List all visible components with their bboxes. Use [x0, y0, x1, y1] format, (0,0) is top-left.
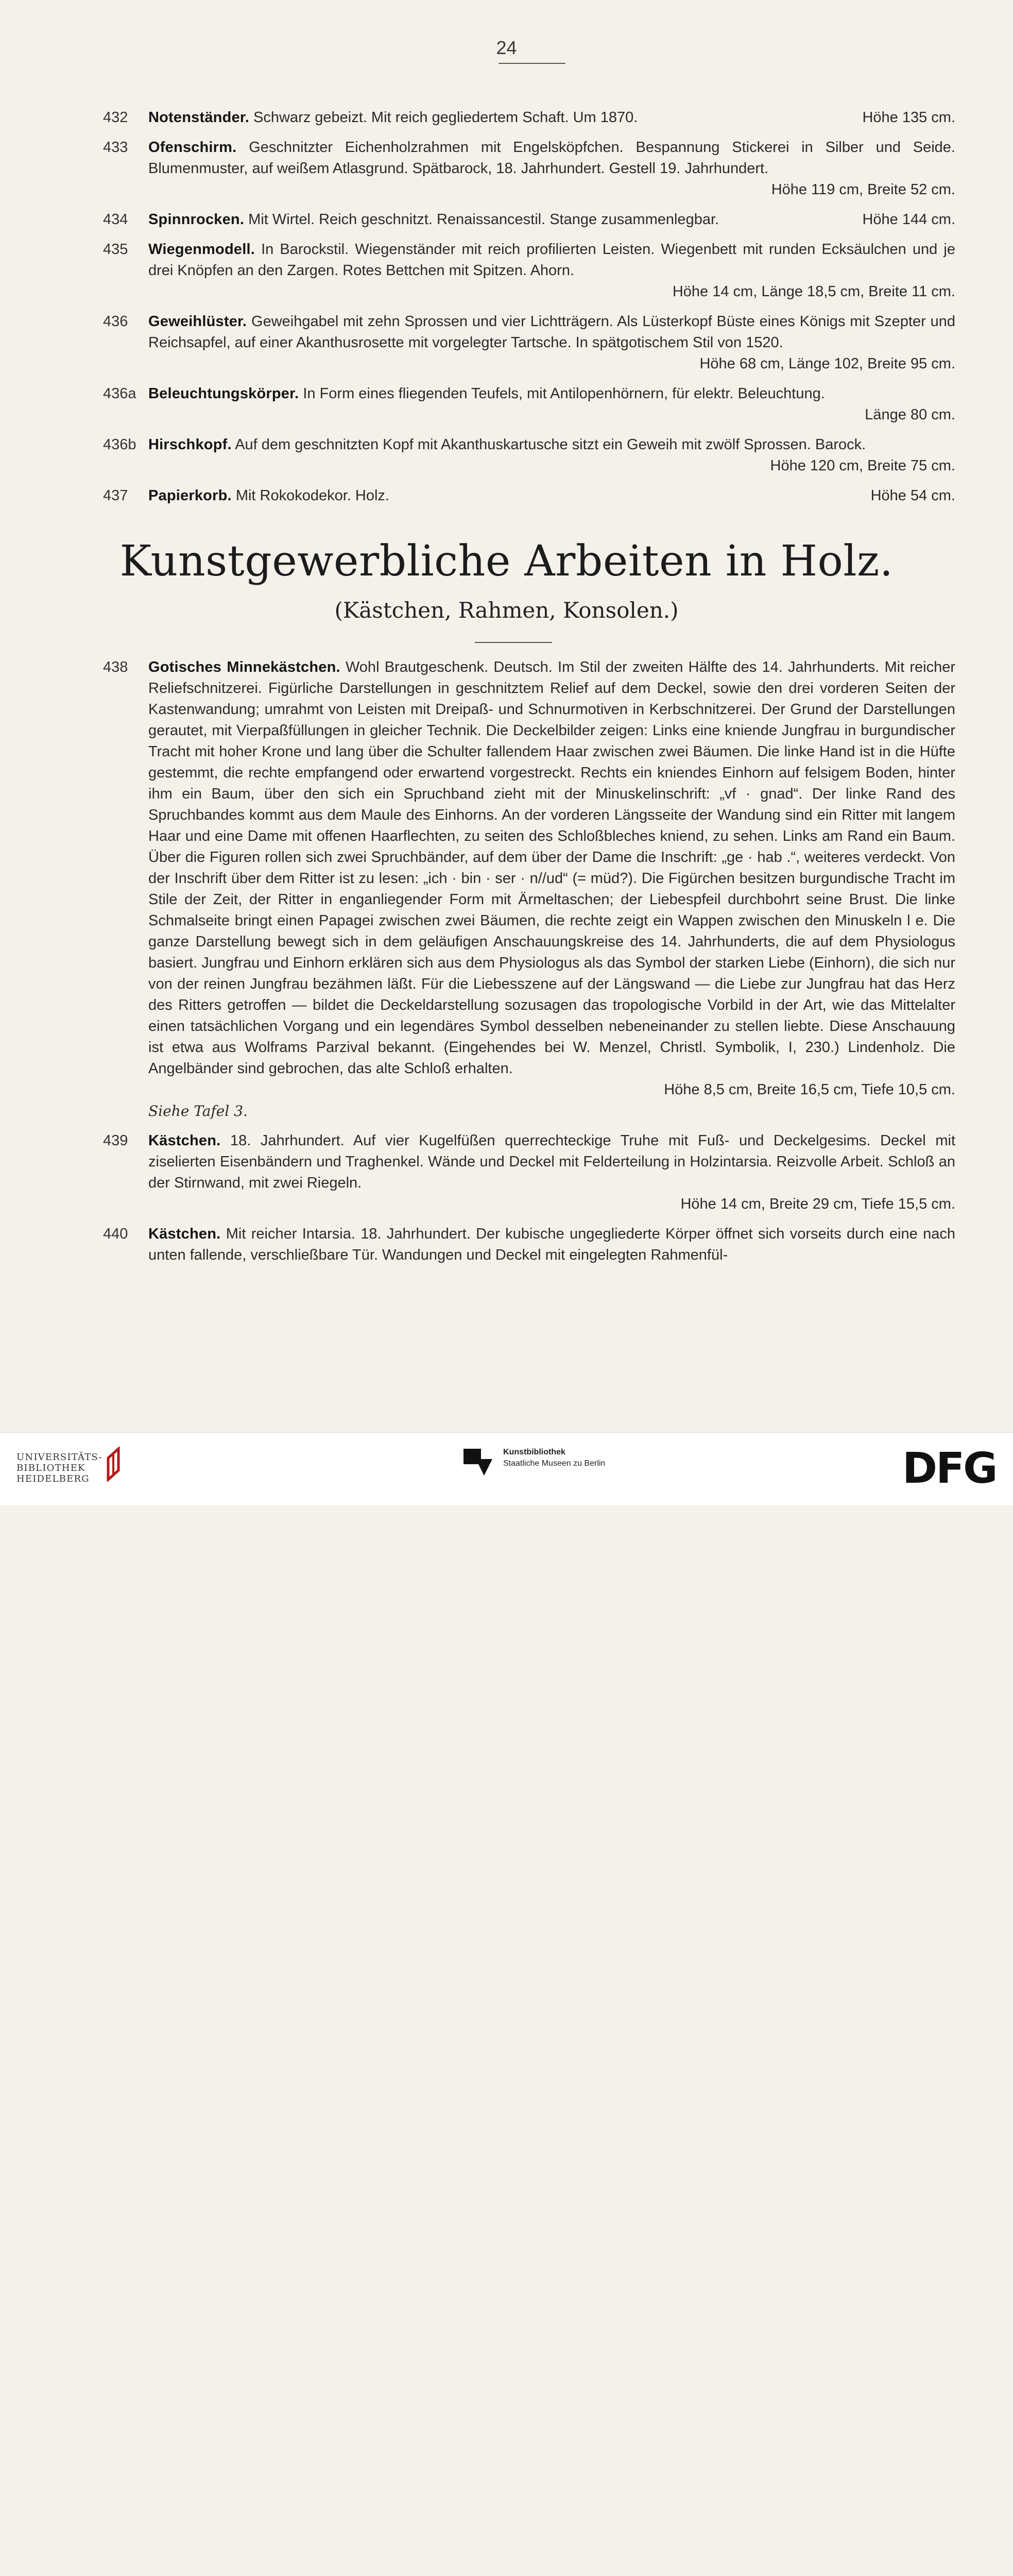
entry-number: 435: [103, 241, 128, 258]
section-title: Kunstgewerbliche Arbeiten in Holz.: [119, 537, 894, 586]
entry-number: 436: [103, 313, 128, 330]
entry-measurements: Höhe 119 cm, Breite 52 cm.: [771, 181, 955, 198]
catalog-entry: [103, 1130, 955, 1215]
ub-logo-line: BIBLIOTHEK: [16, 1463, 85, 1473]
entry-text: [148, 485, 955, 506]
entry-text: [148, 434, 955, 455]
entry-measurements: Länge 80 cm.: [865, 406, 955, 423]
entry-description: Geschnitzter Eichenholzrahmen mit Engelsköpfchen. Bespannung Stickerei in Silber und Seide. Blumenmuster, auf weißem Atlasgrund. Spätbarock, 18. Jahrhundert. Gestell 19. Jahrhundert.: [148, 139, 955, 177]
ub-book-icon: [103, 1447, 124, 1482]
entry-description: Schwarz gebeizt. Mit reich gegliedertem Schaft. Um 1870.: [249, 109, 638, 126]
entry-description: In Form eines fliegenden Teufels, mit Antilopenhörnern, für elektr. Beleuchtung.: [299, 385, 825, 402]
footer-rule: [0, 1432, 1013, 1433]
catalog-entry: [103, 383, 955, 426]
catalog-entry: [103, 239, 955, 302]
entry-measurements: Höhe 120 cm, Breite 75 cm.: [770, 457, 955, 474]
entry-keyword: Kästchen.: [148, 1226, 221, 1242]
entry-keyword: Spinnrocken.: [148, 211, 245, 228]
entry-description: Mit reicher Intarsia. 18. Jahrhundert. Der kubische ungegliederte Körper öffnet sich vorseits durch eine nach unten fallende, verschließbare Tür. Wandungen und Deckel mit eingelegten Rahmenfül-: [148, 1226, 955, 1263]
catalog-entry: [103, 657, 955, 1122]
entry-text: [148, 239, 955, 281]
kunstbibliothek-logo-icon: [463, 1449, 494, 1476]
entry-text: [148, 1130, 955, 1194]
kb-subtitle: Staatliche Museen zu Berlin: [503, 1459, 606, 1468]
page-number: 24: [496, 37, 517, 58]
catalog-entry: [103, 434, 955, 477]
entry-measurements: Höhe 14 cm, Breite 29 cm, Tiefe 15,5 cm.: [680, 1196, 955, 1212]
entry-number: 433: [103, 139, 128, 156]
catalog-entry: [103, 209, 955, 230]
entry-number: 437: [103, 487, 128, 504]
entry-number: 439: [103, 1132, 128, 1149]
entry-description: 18. Jahrhundert. Auf vier Kugelfüßen querrechteckige Truhe mit Fuß- und Deckelgesims. Deckel mit ziselierten Eisenbändern und Traghenkel. Wände und Deckel mit Felderteilung in Holzintarsia. Reizvolle Arbeit. Schloß an der Stirnwand, mit zwei Riegeln.: [148, 1132, 955, 1191]
entry-measurements: Höhe 68 cm, Länge 102, Breite 95 cm.: [699, 355, 955, 372]
viewer-footer: [0, 1432, 1013, 1505]
entry-text: [148, 311, 955, 353]
entry-keyword: Gotisches Minnekästchen.: [148, 659, 340, 675]
section-rule: [475, 642, 552, 643]
entry-number: 438: [103, 659, 128, 675]
ub-logo-line: UNIVERSITÄTS-: [16, 1452, 102, 1463]
plate-reference: Siehe Tafel 3.: [148, 1103, 248, 1120]
entry-keyword: Beleuchtungskörper.: [148, 385, 299, 402]
entry-text: [148, 107, 955, 128]
entry-keyword: Notenständer.: [148, 109, 249, 126]
catalog-entry: [103, 107, 955, 128]
entry-number: 434: [103, 211, 128, 228]
entry-keyword: Kästchen.: [148, 1132, 221, 1149]
entry-text: [148, 137, 955, 179]
entry-number: 440: [103, 1226, 128, 1242]
entry-keyword: Hirschkopf.: [148, 436, 232, 453]
entry-measurements: Höhe 8,5 cm, Breite 16,5 cm, Tiefe 10,5 cm.: [664, 1081, 955, 1098]
ub-logo-line: HEIDELBERG: [16, 1473, 90, 1484]
page-number-rule: [499, 63, 565, 64]
section-subtitle: (Kästchen, Rahmen, Konsolen.): [334, 598, 679, 623]
entry-measurements: Höhe 54 cm.: [870, 487, 955, 504]
entry-description: Auf dem geschnitzten Kopf mit Akanthuskartusche sitzt ein Geweih mit zwölf Sprossen. Barock.: [231, 436, 866, 453]
kunstbibliothek-label: [503, 1447, 605, 1469]
entry-keyword: Papierkorb.: [148, 487, 232, 504]
entry-number: 432: [103, 109, 128, 126]
catalog-entry: [103, 485, 955, 506]
catalog-entry: [103, 1224, 955, 1266]
catalog-entry: [103, 311, 955, 375]
entry-text: [148, 209, 955, 230]
entry-measurements: Höhe 144 cm.: [862, 211, 955, 228]
entry-number: 436a: [103, 385, 136, 402]
catalog-entry: [103, 137, 955, 200]
entry-keyword: Wiegenmodell.: [148, 241, 255, 258]
entry-description: Wohl Brautgeschenk. Deutsch. Im Stil der zweiten Hälfte des 14. Jahrhunderts. Mit reicher Reliefschnitzerei. Figürliche Darstellungen in geschnitztem Relief auf dem Deckel, sowie den drei vorderen Seiten der Kastenwandung; umrahmt von Leisten mit Dreipaß- und Schnurmotiven in Kerbschnitzerei. Der Grund der Darstellungen gerautet, mit Vierpaßfüllungen in gleicher Technik. Die Deckelbilder zeigen: Links eine kniende Jungfrau in burgundischer Tracht mit hoher Krone und lang über die Schulter fallendem Haar zwischen zwei Bäumen. Die linke Hand ist in die Hüfte gestemmt, die rechte empfangend oder erwartend vorgestreckt. Rechts ein kniendes Einhorn auf felsigem Boden, hinter ihm ein Baum, über den sich ein Spruchband zieht mit der Minuskelinschrift: „vf · gnad“. Der linke Rand des Spruchbandes kommt aus dem Maule des Einhorns. An der vorderen Längsseite der Wandung sind ein Ritter mit langem Haar und eine Dame mit offenen Haarflechten, zu seiten des Schloßbleches kniend, zu sehen. Links am Rand ein Baum. Über die Figuren rollen sich zwei Spruchbänder, auf dem über der Dame die Inschrift: „ge · hab .“, weiteres verdeckt. Von der Inschrift über dem Ritter ist zu lesen: „ich · bin · ser · n//ud“ (= müd?). Die Figürchen besitzen burgundische Tracht im Stile der Zeit, der Ritter in enganliegender Form mit Ärmeltaschen; der Liebespfeil durchbohrt seine Brust. Die linke Schmalseite bringt einen Papagei zwischen zwei Bäumen, die rechte zeigt ein Wappen zwischen den Minuskeln l e. Die ganze Darstellung bewegt sich in dem geläufigen Anschauungskreise des 14. Jahrhunderts, die auf dem Physiologus basiert. Jungfrau und Einhorn erklären sich aus dem Physiologus als das Symbol der starken Liebe (Einhorn), die sich nur von der reinen Jungfrau bezähmen läßt. Für die Liebesszene auf der Längswand — die Liebe zur Jungfrau hat das Herz des Ritters getroffen — bildet die Deckeldarstellung sozusagen das tropologische Vorbild in der Art, wie das Mittelalter einen tatsächlichen Vorgang und ein legendäres Symbol desselben nebeneinander zu stellen liebte. Diese Anschauung ist etwa aus Wolframs Parzival bekannt. (Eingehendes bei W. Menzel, Christl. Symbolik, I, 230.) Lindenholz. Die Angelbänder sind gebrochen, das alte Schloß erhalten.: [148, 659, 955, 1077]
entry-text: [148, 383, 955, 404]
catalog-entries-top: [103, 107, 955, 515]
entry-keyword: Ofenschirm.: [148, 139, 237, 156]
entry-keyword: Geweihlüster.: [148, 313, 247, 330]
entry-number: 436b: [103, 436, 136, 453]
catalog-entries-bottom: [103, 657, 955, 1275]
entry-description: Mit Rokokodekor. Holz.: [231, 487, 389, 504]
entry-description: In Barockstil. Wiegenständer mit reich profilierten Leisten. Wiegenbett mit runden Ecksäulchen und je drei Knöpfen an den Zargen. Rotes Bettchen mit Spitzen. Ahorn.: [148, 241, 955, 279]
ub-heidelberg-logo[interactable]: [16, 1452, 102, 1484]
entry-measurements: Höhe 14 cm, Länge 18,5 cm, Breite 11 cm.: [672, 283, 955, 300]
kb-title: Kunstbibliothek: [503, 1448, 565, 1456]
entry-text: [148, 657, 955, 1079]
entry-measurements: Höhe 135 cm.: [862, 109, 955, 126]
entry-description: Mit Wirtel. Reich geschnitzt. Renaissancestil. Stange zusammenlegbar.: [244, 211, 719, 228]
entry-description: Geweihgabel mit zehn Sprossen und vier Lichtträgern. Als Lüsterkopf Büste eines Königs mit Szepter und Reichsapfel, auf einer Akanthusrosette mit vorgelegter Tartsche. In spätgotischem Stil von 1520.: [148, 313, 955, 351]
dfg-logo[interactable]: DFG: [902, 1444, 997, 1493]
entry-text: [148, 1224, 955, 1266]
